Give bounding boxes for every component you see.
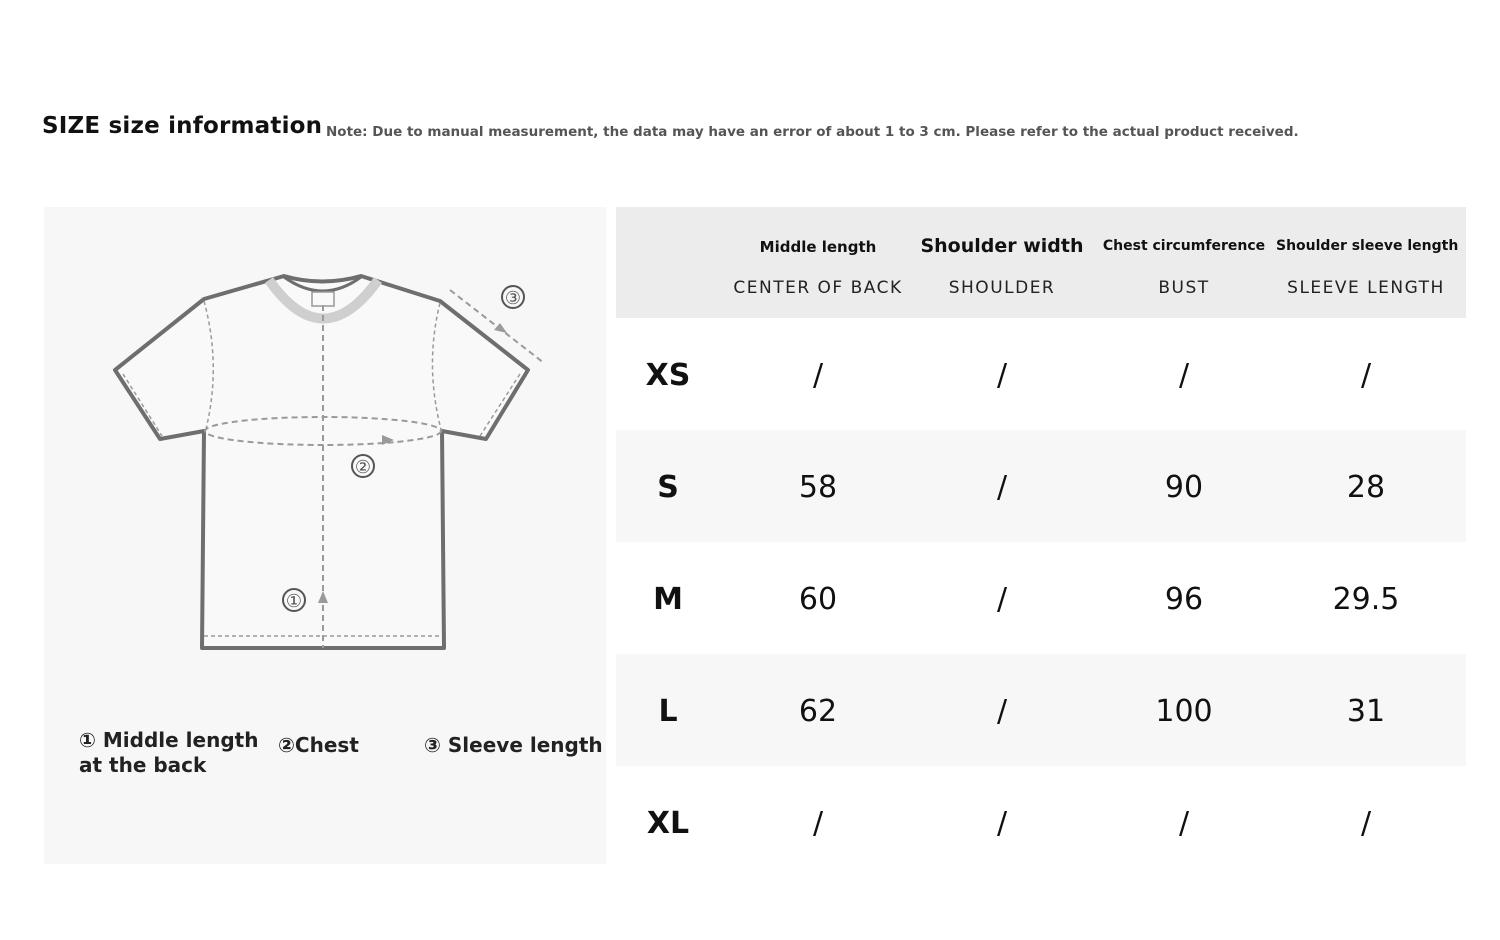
page-title: SIZE size information: [42, 113, 323, 139]
tshirt-diagram-panel: [44, 207, 606, 864]
header-caption: SLEEVE LENGTH: [1287, 278, 1445, 298]
header-sleeve-length: [1276, 207, 1459, 318]
header-middle-length: [728, 207, 908, 318]
header-chest-circumference: [1094, 207, 1274, 318]
header-label: Shoulder width: [920, 235, 1084, 257]
table-row: [616, 766, 1466, 878]
chest-value: 90: [1164, 470, 1204, 505]
shoulder-width-value: /: [996, 582, 1008, 617]
chest-value: /: [1178, 806, 1190, 841]
size-label: XL: [646, 806, 690, 841]
size-label: S: [657, 470, 679, 505]
table-header: [616, 207, 1466, 318]
table-row: [616, 318, 1466, 430]
size-table: [616, 207, 1466, 878]
table-row: [616, 654, 1466, 766]
shoulder-width-value: /: [996, 806, 1008, 841]
header-label: Shoulder sleeve length: [1276, 238, 1459, 254]
marker-chest: ②: [354, 457, 372, 478]
header-caption: CENTER OF BACK: [733, 278, 903, 298]
sleeve-length-value: 29.5: [1332, 582, 1400, 617]
size-label: M: [653, 582, 683, 617]
legend-middle-length-line2: at the back: [79, 753, 207, 777]
table-row: [616, 542, 1466, 654]
header-caption: SHOULDER: [948, 278, 1056, 298]
shoulder-width-value: /: [996, 358, 1008, 393]
middle-length-value: /: [812, 358, 824, 393]
legend-middle-length-line1: ① Middle length: [79, 728, 259, 752]
chest-value: 96: [1164, 582, 1204, 617]
legend-middle-length: [79, 728, 258, 778]
size-label: XS: [645, 358, 691, 393]
header-caption: BUST: [1158, 278, 1210, 298]
legend-chest: ②Chest: [278, 733, 359, 757]
shoulder-width-value: /: [996, 470, 1008, 505]
measurement-note: Note: Due to manual measurement, the data may have an error of about 1 to 3 cm. Please refer to the actual product received.: [326, 124, 1299, 140]
header-label: Middle length: [759, 238, 877, 256]
middle-length-value: 58: [798, 470, 838, 505]
middle-length-value: 62: [798, 694, 838, 729]
sleeve-length-value: 31: [1346, 694, 1386, 729]
marker-middle-length: ①: [285, 591, 303, 612]
legend-sleeve-length: ③ Sleeve length: [424, 733, 603, 757]
sleeve-length-value: /: [1360, 358, 1372, 393]
size-label: L: [658, 694, 678, 729]
sleeve-length-value: /: [1360, 806, 1372, 841]
shoulder-width-value: /: [996, 694, 1008, 729]
chest-value: 100: [1155, 694, 1213, 729]
header-label: Chest circumference: [1102, 238, 1266, 254]
table-row: [616, 430, 1466, 542]
sleeve-length-value: 28: [1346, 470, 1386, 505]
chest-value: /: [1178, 358, 1190, 393]
header-shoulder-width: [912, 207, 1092, 318]
middle-length-value: 60: [798, 582, 838, 617]
marker-sleeve: ③: [504, 288, 522, 309]
middle-length-value: /: [812, 806, 824, 841]
